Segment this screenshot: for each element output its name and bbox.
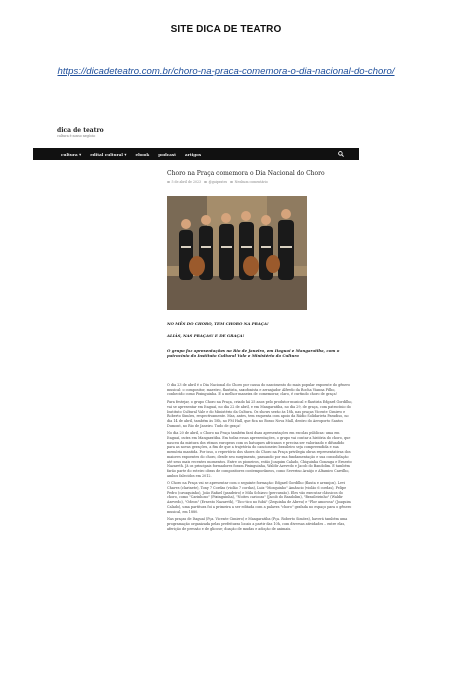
comment-icon [230, 181, 233, 184]
lead-subheading: O grupo faz apresentações no Rio de Janeiro, em Itaguaí e Mangaratiba, com o patrocínio do Instituto Cultural Vale e Ministério da Cultura [167, 348, 340, 358]
article-comments[interactable]: Nenhum comentário [234, 180, 268, 184]
article-paragraph: Para festejar, o grupo Choro na Praça, criado há 25 anos pelo produtor musical e flautista Edgard Gordilho, vai se apresentar em Itaguaí, no dia 22 de abril, e em Mangaratiba, no dia 29, de graça, com patrocínio do Instituto Cultural Vale e do Ministério da Cultura. Os shows serão às 18h, nas praças Vicente Cimirro e Roberto Simões, respectivamente. Mas, antes, tem esquenta com apoio da Rádio Solidarieta Paradiso, no dia 14 de abril, também às 18h, no FM Hall, que fica no Bosso Nova Mall, dentro do Aeroporto Santos Dumont, no Rio de Janeiro. Tudo de graça! [167, 400, 353, 428]
site-name[interactable]: dica de teatro [57, 127, 104, 134]
nav-item-podcast[interactable]: podcast [158, 151, 177, 157]
article-author[interactable]: @guiprates [208, 180, 228, 184]
calendar-icon [167, 181, 170, 184]
nav-item-artigos[interactable]: artigos [185, 151, 202, 157]
article-title: Choro na Praça comemora o Dia Nacional do Choro [167, 170, 325, 177]
lead-heading-1: NO MÊS DO CHORO, TEM CHORO NA PRAÇA! [167, 321, 269, 326]
article-paragraph: No dia 20 de abril, o Choro na Praça também fará duas apresentações em escolas públicas: uma em Itaguaí, outra em Mangaratiba. Em todas essas apresentações, o grupo vai contar a história do choro, que nasceu da mistura dos ritmos europeus com os batuques africanos e precisa ser valorizado e difundido para as novas gerações, a fim de que a trajetória do cancioneiro brasileiro seja compreendida e sua memória mantida. Por isso, o repertório dos shows do Choro na Praça privilegia obras representativas dos maiores expoentes do choro, desde seu surgimento, passando por sua fundamentação e sua consolidação até seus mais recentes momentos. Entre os pioneiros, estão Joaquim Calado, Chiquinha Gonzaga e Ernesto Nazareth. Já os principais formadores foram Pixinguinha, Waldir Azevedo e Jacob do Bandolim. E também farão parte do roteiro obras de compositores contemporâneos, como Severino Araújo e Altamiro Carrilho, ambos falecidos em 2012. [167, 431, 352, 478]
nav-item-edital-cultural[interactable]: edital cultural ▾ [90, 151, 127, 157]
article-meta [167, 180, 353, 184]
document-title: SITE DICA DE TEATRO [170, 24, 282, 35]
article-body [167, 383, 353, 534]
lead-heading-2: ALIÁS, NAS PRAÇAS! E DE GRAÇA! [167, 333, 245, 338]
article-date: 5 de abril de 2023 [171, 180, 202, 184]
article-paragraph: Nas praças de Itaguaí (Pça. Vicente Cimirro) e Mangaratiba (Pça. Roberto Simões), haverá também uma programação organizada pelas prefeituras locais a partir das 10h, com diversas atividades – entre elas, aferição de pressão e de glicose; doação de mudas e adoção de animais. [167, 517, 348, 531]
site-tagline: cultura é nosso negócio [57, 134, 96, 138]
article-paragraph: O Choro na Praça vai se apresentar com o seguinte formação: Edgard Gordilho (flauta e arranjos), Levi Chaves (clarinete), Tony 7 Cordas (violão 7 cordas), Luiz "Mosquinho" Amâncio (violão 6 cordas), Felipe Pedro (cavaquinho), João Rafael (pandeiro) e Mila Schiavo (percussão). Eles vão executar clássicos do choro, como "Carinhoso" (Pixinguinha), "Noites cariocas" (Jacob do Bandolim), "Brasileirinho" (Waldir Azevedo), "Odeon" (Ernesto Nazareth), "Tico-tico no fubá" (Zequinha de Abreu) e "Flor amorosa" (Joaquim Calado), uma partitura foi a primeira a ser editada com a palavra "choro" grafada no espaço para o gênero musical, em 1880. [167, 481, 352, 514]
article-url-link[interactable]: https://dicadeteatro.com.br/choro-na-praca-comemora-o-dia-nacional-do-choro/ [57, 66, 395, 77]
website-screenshot [33, 118, 359, 678]
author-icon [204, 181, 207, 184]
nav-item-cultura[interactable]: cultura ▾ [61, 151, 82, 157]
band-photo [167, 196, 307, 310]
nav-item-ebook[interactable]: ebook [135, 151, 150, 157]
main-navigation [33, 148, 359, 160]
article-header [167, 170, 353, 184]
search-icon[interactable] [338, 151, 344, 157]
article-paragraph: O dia 23 de abril é o Dia Nacional do Choro por causa do nascimento do mais popular expoente do gênero musical: o compositor, maestro, flautista, saxofonista e arranjador Alfredo da Rocha Vianna Filho, conhecido como Pixinguinha. E a melhor maneira de comemorar, claro, é curtindo choro de graça! [167, 383, 351, 397]
